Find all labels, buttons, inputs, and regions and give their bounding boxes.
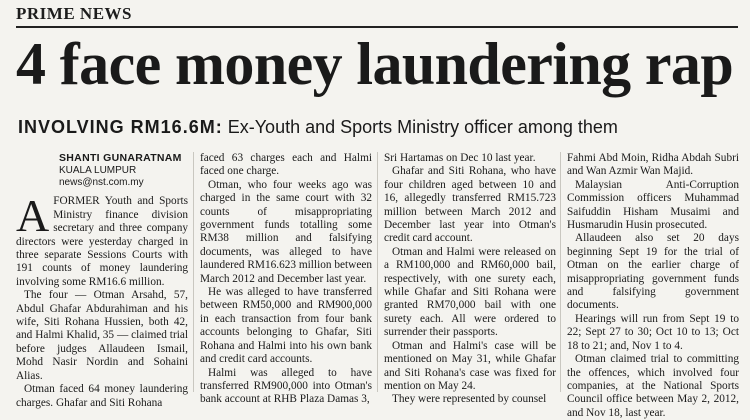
byline-place: KUALA LUMPUR (59, 165, 137, 177)
column-divider (560, 152, 561, 392)
byline (16, 152, 188, 189)
paragraph: Otman, who four weeks ago was charged in the same court with 32 counts of misappropriating government funds totalling some RM38 million and falsifying documents, was alleged to have laundered RM16.623 million between March 2012 and December last year. (200, 178, 372, 285)
paragraph: Halmi was alleged to have transferred RM900,000 into Otman's bank account at RHB Plaza Damas 3, (200, 366, 372, 406)
paragraph: Ghafar and Siti Rohana, who have four children aged between 10 and 16, allegedly transferred RM15.723 million between March 2012 and December last year into Otman's credit card account. (384, 165, 556, 245)
article-column-3 (384, 152, 556, 407)
paragraph: Otman and Halmi were released on a RM100,000 and RM60,000 bail, respectively, with one surety each, while Ghafar and Siti Rohana were granted RM70,000 bail with one surety each. All were ordered to surrender their passports. (384, 245, 556, 339)
paragraph: faced 63 charges each and Halmi faced one charge. (200, 152, 372, 178)
paragraph: Otman claimed trial to committing the offences, which involved four companies, at the National Sports Council office between May 2, 2012, and Nov 18, last year. (567, 353, 739, 419)
paragraph: Sri Hartamas on Dec 10 last year. (384, 152, 536, 164)
drop-cap: A (16, 190, 50, 242)
paragraph: Malaysian Anti-Corruption Commission officers Muhammad Saifuddin Hisham Musaimi and Husmarudin Husin prosecuted. (567, 178, 739, 232)
headline: 4 face money laundering rap (16, 31, 734, 97)
lead-paragraph-text: FORMER Youth and Sports Ministry finance division secretary and three company directors were yesterday charged in three separate Sessions Courts with 191 counts of money laundering involving some RM16.6 million. (16, 195, 188, 288)
column-divider (193, 152, 194, 392)
column-divider (377, 152, 378, 392)
paragraph: He was alleged to have transferred between RM50,000 and RM900,000 in each transaction from four bank accounts belonging to Ghafar, Siti Rohana and Halmi into his own bank and credit card accounts. (200, 286, 372, 366)
paragraph: Fahmi Abd Moin, Ridha Abdah Subri and Wan Azmir Wan Majid. (567, 152, 739, 178)
article-column-4 (567, 152, 739, 420)
paragraph: The four — Otman Arsahd, 57, Abdul Ghafar Abdurahiman and his wife, Siti Rohana Hussien, both 42, and Halmi Khalid, 35 — claimed trial before judges Allaudeen Ismail, Mohd Nasir Nordin and Sohaini Alias. (16, 289, 188, 382)
subhead-lead: INVOLVING RM16.6M: (18, 117, 223, 137)
byline-name: SHANTI GUNARATNAM (59, 152, 182, 164)
section-label: PRIME NEWS (16, 4, 132, 23)
subhead-text: Ex-Youth and Sports Ministry officer among them (222, 117, 618, 137)
lead-paragraph (16, 190, 188, 289)
byline-email[interactable]: news@nst.com.my (59, 177, 144, 189)
paragraph: Hearings will run from Sept 19 to 22; Sept 27 to 30; Oct 10 to 13; Oct 18 to 21; and, Nov 1 to 4. (567, 312, 739, 352)
paragraph: Allaudeen also set 20 days beginning Sept 19 for the trial of Otman on the earlier charge of misappropriating government funds and falsifying government documents. (567, 232, 739, 312)
article-column-2 (200, 152, 372, 407)
paragraph: They were represented by counsel (392, 393, 547, 406)
article-column-1 (16, 152, 188, 410)
paragraph: Otman and Halmi's case will be mentioned on May 31, while Ghafar and Siti Rohana's case was fixed for mention on May 24. (384, 339, 556, 392)
subheadline (18, 117, 738, 138)
paragraph: Otman faced 64 money laundering charges. Ghafar and Siti Rohana (16, 383, 188, 409)
